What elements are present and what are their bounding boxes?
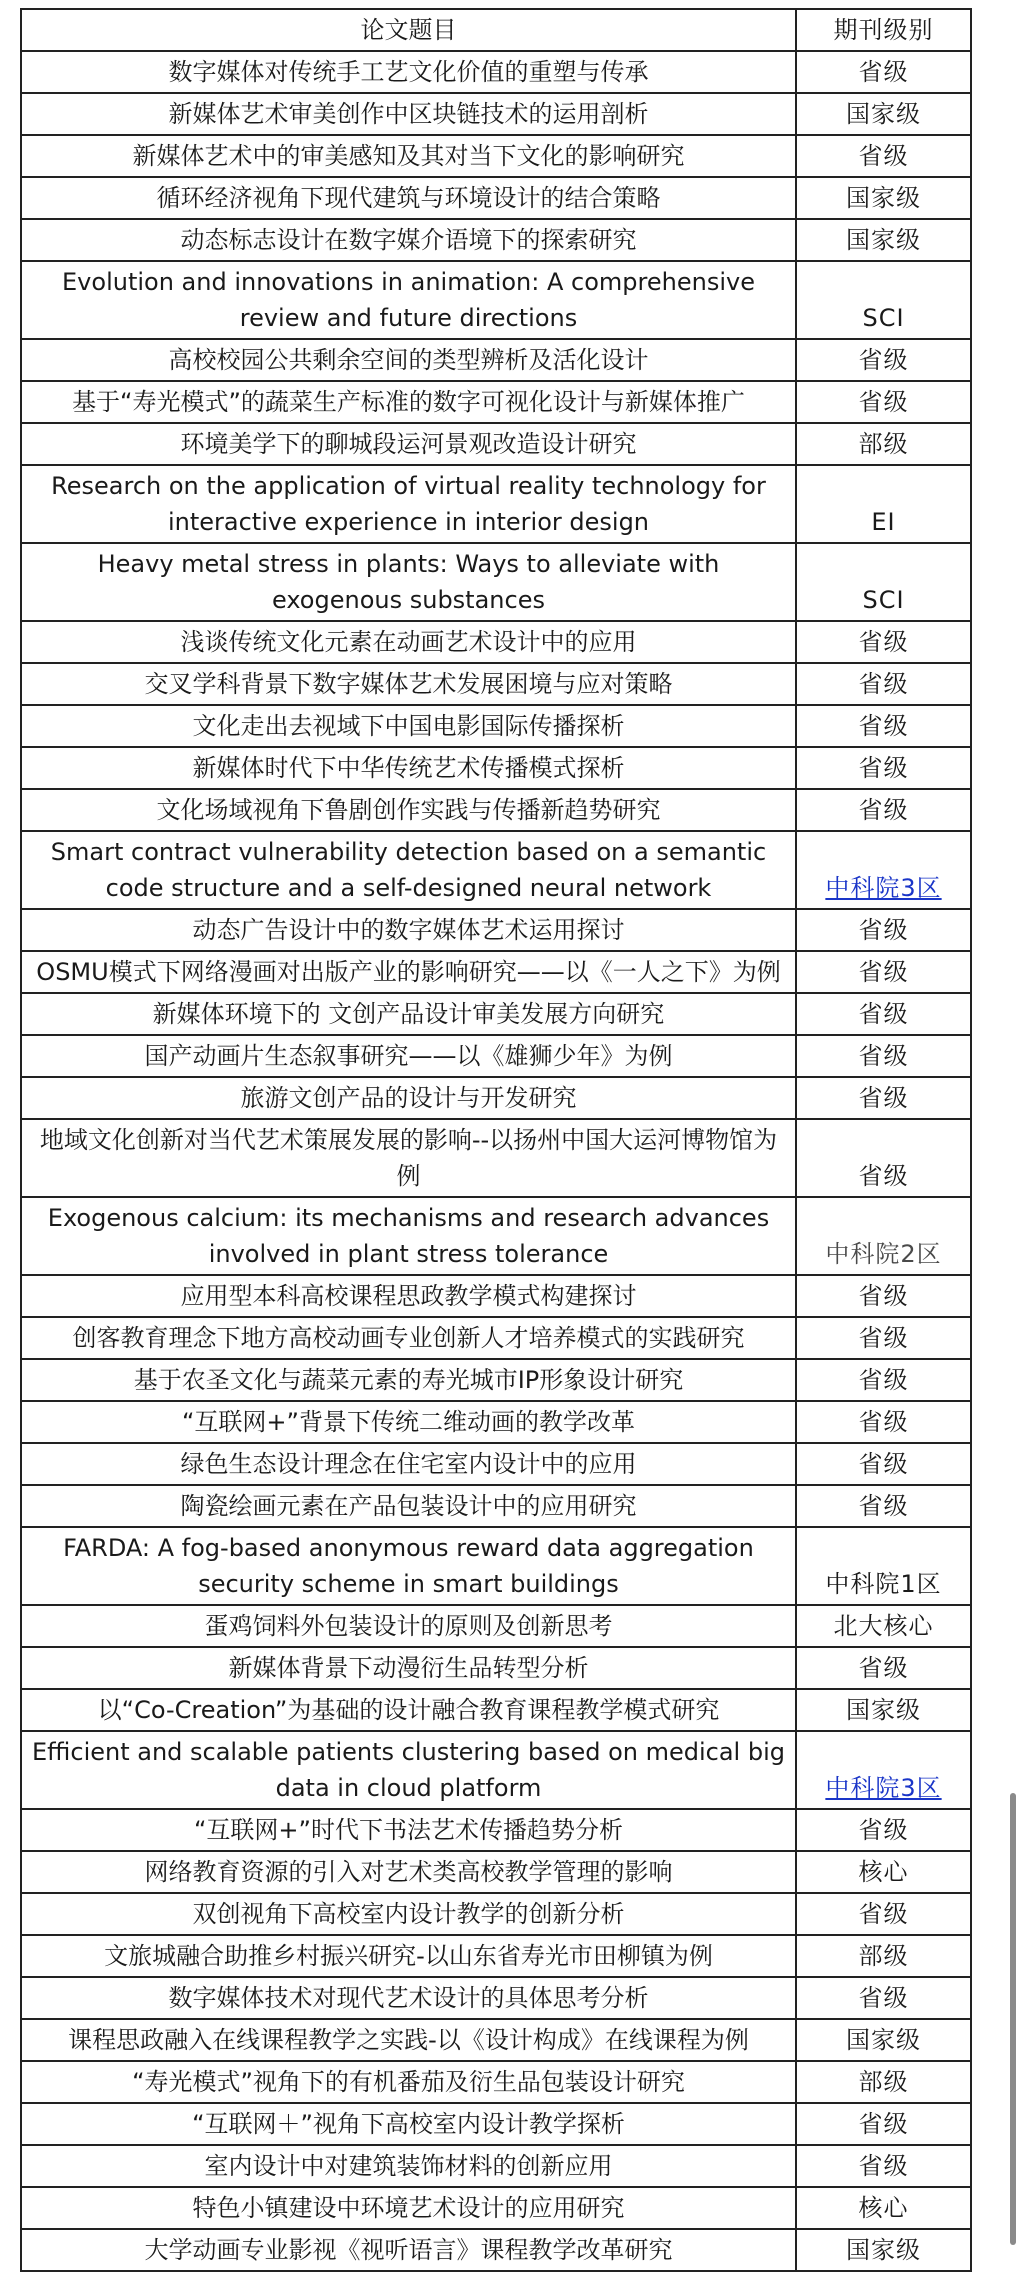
table-row — [21, 423, 971, 465]
journal-level-cell: 国家级 — [796, 2019, 971, 2061]
table-row — [21, 261, 971, 339]
paper-title-cell: 数字媒体技术对现代艺术设计的具体思考分析 — [21, 1977, 796, 2019]
journal-level-cell: 部级 — [796, 1935, 971, 1977]
paper-table — [20, 8, 972, 2272]
paper-title-cell: 应用型本科高校课程思政教学模式构建探讨 — [21, 1275, 796, 1317]
table-row — [21, 993, 971, 1035]
table-row — [21, 909, 971, 951]
vertical-scrollbar[interactable] — [1010, 1793, 1016, 2245]
journal-level-cell: 省级 — [796, 135, 971, 177]
table-row — [21, 135, 971, 177]
table-row — [21, 381, 971, 423]
paper-title-cell: 循环经济视角下现代建筑与环境设计的结合策略 — [21, 177, 796, 219]
table-row — [21, 1647, 971, 1689]
table-row — [21, 1527, 971, 1605]
journal-level-cell: 省级 — [796, 1077, 971, 1119]
table-row — [21, 1851, 971, 1893]
journal-level-cell: 省级 — [796, 951, 971, 993]
table-row — [21, 951, 971, 993]
paper-title-cell: OSMU模式下网络漫画对出版产业的影响研究——以《一人之下》为例 — [21, 951, 796, 993]
paper-title-cell: “寿光模式”视角下的有机番茄及衍生品包装设计研究 — [21, 2061, 796, 2103]
journal-level-cell: 北大核心 — [796, 1605, 971, 1647]
table-row — [21, 2103, 971, 2145]
paper-title-cell: 双创视角下高校室内设计教学的创新分析 — [21, 1893, 796, 1935]
table-row — [21, 465, 971, 543]
paper-title-cell: 文化走出去视域下中国电影国际传播探析 — [21, 705, 796, 747]
paper-title-cell: Evolution and innovations in animation: A comprehensive review and future directions — [21, 261, 796, 339]
journal-level-cell: 省级 — [796, 1443, 971, 1485]
journal-level-cell: 省级 — [796, 1317, 971, 1359]
paper-title-cell: 数字媒体对传统手工艺文化价值的重塑与传承 — [21, 51, 796, 93]
journal-level-link[interactable]: 中科院3区 — [825, 874, 942, 902]
journal-level-cell: 省级 — [796, 747, 971, 789]
table-row — [21, 1077, 971, 1119]
table-row — [21, 1401, 971, 1443]
paper-title-cell: Exogenous calcium: its mechanisms and research advances involved in plant stress tolerance — [21, 1197, 796, 1275]
journal-level-cell: 省级 — [796, 993, 971, 1035]
paper-title-cell: “互联网+”时代下书法艺术传播趋势分析 — [21, 1809, 796, 1851]
table-row — [21, 663, 971, 705]
paper-title-cell: 新媒体背景下动漫衍生品转型分析 — [21, 1647, 796, 1689]
paper-title-cell: 动态广告设计中的数字媒体艺术运用探讨 — [21, 909, 796, 951]
paper-title-cell: 室内设计中对建筑装饰材料的创新应用 — [21, 2145, 796, 2187]
table-row — [21, 1605, 971, 1647]
paper-title-cell: 文化场域视角下鲁剧创作实践与传播新趋势研究 — [21, 789, 796, 831]
paper-title-cell: 基于“寿光模式”的蔬菜生产标准的数字可视化设计与新媒体推广 — [21, 381, 796, 423]
table-row — [21, 93, 971, 135]
journal-level-cell: 省级 — [796, 1893, 971, 1935]
journal-level-cell: EI — [796, 465, 971, 543]
journal-level-cell: 省级 — [796, 1119, 971, 1197]
paper-title-cell: 新媒体艺术中的审美感知及其对当下文化的影响研究 — [21, 135, 796, 177]
table-row — [21, 51, 971, 93]
table-row — [21, 1275, 971, 1317]
paper-title-cell: 新媒体环境下的 文创产品设计审美发展方向研究 — [21, 993, 796, 1035]
paper-title-cell: Efficient and scalable patients clustering based on medical big data in cloud platform — [21, 1731, 796, 1809]
paper-title-cell: 浅谈传统文化元素在动画艺术设计中的应用 — [21, 621, 796, 663]
table-row — [21, 177, 971, 219]
journal-level-cell: 国家级 — [796, 177, 971, 219]
journal-level-cell: SCI — [796, 261, 971, 339]
journal-level-cell: 省级 — [796, 1977, 971, 2019]
paper-title-cell: “互联网＋”视角下高校室内设计教学探析 — [21, 2103, 796, 2145]
table-row — [21, 1689, 971, 1731]
paper-title-cell: 陶瓷绘画元素在产品包装设计中的应用研究 — [21, 1485, 796, 1527]
table-row — [21, 705, 971, 747]
journal-level-cell: 省级 — [796, 1485, 971, 1527]
paper-title-cell: 以“Co-Creation”为基础的设计融合教育课程教学模式研究 — [21, 1689, 796, 1731]
table-header-row — [21, 9, 971, 51]
paper-title-cell: 课程思政融入在线课程教学之实践-以《设计构成》在线课程为例 — [21, 2019, 796, 2061]
journal-level-cell: 核心 — [796, 2187, 971, 2229]
table-row — [21, 2187, 971, 2229]
journal-level-cell: 省级 — [796, 909, 971, 951]
journal-level-cell: 部级 — [796, 2061, 971, 2103]
table-row — [21, 2019, 971, 2061]
journal-level-cell: 省级 — [796, 1809, 971, 1851]
paper-title-cell: 文旅城融合助推乡村振兴研究-以山东省寿光市田柳镇为例 — [21, 1935, 796, 1977]
journal-level-cell: 中科院2区 — [796, 1197, 971, 1275]
table-row — [21, 1977, 971, 2019]
header-level: 期刊级别 — [796, 9, 971, 51]
table-row — [21, 543, 971, 621]
journal-level-cell: 省级 — [796, 381, 971, 423]
paper-title-cell: 新媒体艺术审美创作中区块链技术的运用剖析 — [21, 93, 796, 135]
journal-level-cell — [796, 831, 971, 909]
paper-title-cell: 基于农圣文化与蔬菜元素的寿光城市IP形象设计研究 — [21, 1359, 796, 1401]
paper-title-cell: FARDA: A fog-based anonymous reward data aggregation security scheme in smart buildings — [21, 1527, 796, 1605]
paper-title-cell: 环境美学下的聊城段运河景观改造设计研究 — [21, 423, 796, 465]
table-row — [21, 789, 971, 831]
journal-level-cell: 省级 — [796, 1035, 971, 1077]
journal-level-cell: SCI — [796, 543, 971, 621]
table-row — [21, 1485, 971, 1527]
paper-title-cell: Heavy metal stress in plants: Ways to alleviate with exogenous substances — [21, 543, 796, 621]
paper-title-cell: 网络教育资源的引入对艺术类高校教学管理的影响 — [21, 1851, 796, 1893]
paper-title-cell: 交叉学科背景下数字媒体艺术发展困境与应对策略 — [21, 663, 796, 705]
journal-level-cell: 省级 — [796, 663, 971, 705]
table-row — [21, 747, 971, 789]
table-row — [21, 2145, 971, 2187]
journal-level-cell: 省级 — [796, 1647, 971, 1689]
journal-level-cell: 省级 — [796, 705, 971, 747]
table-row — [21, 1731, 971, 1809]
journal-level-cell — [796, 1731, 971, 1809]
paper-title-cell: 创客教育理念下地方高校动画专业创新人才培养模式的实践研究 — [21, 1317, 796, 1359]
journal-level-cell: 中科院1区 — [796, 1527, 971, 1605]
table-body — [21, 51, 971, 2271]
table-row — [21, 2229, 971, 2271]
paper-title-cell: “互联网+”背景下传统二维动画的教学改革 — [21, 1401, 796, 1443]
paper-title-cell: 绿色生态设计理念在住宅室内设计中的应用 — [21, 1443, 796, 1485]
table-row — [21, 1893, 971, 1935]
table-row — [21, 621, 971, 663]
table-row — [21, 1935, 971, 1977]
table-row — [21, 1119, 971, 1197]
journal-level-cell: 省级 — [796, 339, 971, 381]
table-row — [21, 1443, 971, 1485]
table-row — [21, 831, 971, 909]
paper-title-cell: 特色小镇建设中环境艺术设计的应用研究 — [21, 2187, 796, 2229]
paper-list-sheet — [20, 8, 970, 2272]
journal-level-cell: 核心 — [796, 1851, 971, 1893]
table-row — [21, 339, 971, 381]
table-row — [21, 219, 971, 261]
paper-title-cell: 动态标志设计在数字媒介语境下的探索研究 — [21, 219, 796, 261]
paper-title-cell: 蛋鸡饲料外包装设计的原则及创新思考 — [21, 1605, 796, 1647]
paper-title-cell: 地域文化创新对当代艺术策展发展的影响--以扬州中国大运河博物馆为例 — [21, 1119, 796, 1197]
table-row — [21, 1317, 971, 1359]
journal-level-cell: 国家级 — [796, 93, 971, 135]
journal-level-cell: 省级 — [796, 621, 971, 663]
journal-level-link[interactable]: 中科院3区 — [825, 1774, 942, 1802]
header-title: 论文题目 — [21, 9, 796, 51]
journal-level-cell: 省级 — [796, 789, 971, 831]
journal-level-cell: 省级 — [796, 51, 971, 93]
journal-level-cell: 国家级 — [796, 219, 971, 261]
journal-level-cell: 省级 — [796, 1359, 971, 1401]
table-row — [21, 1809, 971, 1851]
table-row — [21, 1359, 971, 1401]
paper-title-cell: Smart contract vulnerability detection based on a semantic code structure and a self-designed neural network — [21, 831, 796, 909]
table-row — [21, 1197, 971, 1275]
paper-title-cell: 国产动画片生态叙事研究——以《雄狮少年》为例 — [21, 1035, 796, 1077]
table-row — [21, 2061, 971, 2103]
journal-level-cell: 省级 — [796, 1401, 971, 1443]
paper-title-cell: 高校校园公共剩余空间的类型辨析及活化设计 — [21, 339, 796, 381]
paper-title-cell: 旅游文创产品的设计与开发研究 — [21, 1077, 796, 1119]
journal-level-cell: 省级 — [796, 2145, 971, 2187]
journal-level-cell: 省级 — [796, 1275, 971, 1317]
journal-level-cell: 省级 — [796, 2103, 971, 2145]
paper-title-cell: Research on the application of virtual reality technology for interactive experience in interior design — [21, 465, 796, 543]
paper-title-cell: 新媒体时代下中华传统艺术传播模式探析 — [21, 747, 796, 789]
paper-title-cell: 大学动画专业影视《视听语言》课程教学改革研究 — [21, 2229, 796, 2271]
journal-level-cell: 国家级 — [796, 2229, 971, 2271]
journal-level-cell: 部级 — [796, 423, 971, 465]
table-row — [21, 1035, 971, 1077]
journal-level-cell: 国家级 — [796, 1689, 971, 1731]
